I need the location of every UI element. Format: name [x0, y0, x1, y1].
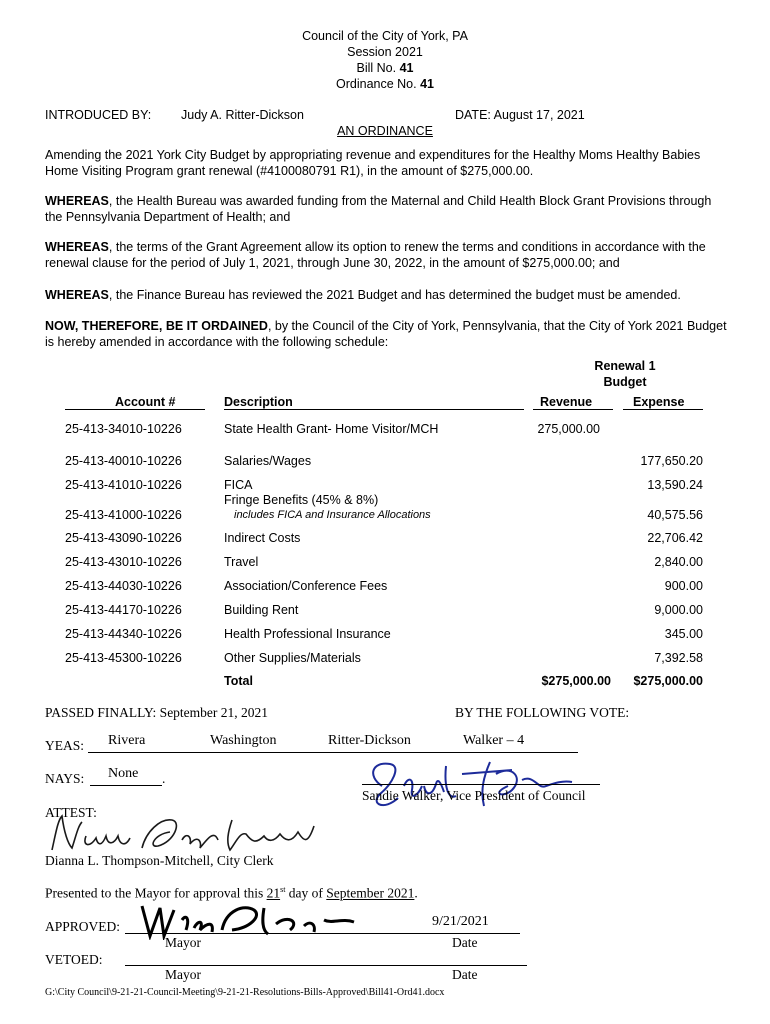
president-signature [362, 756, 602, 816]
yea-name: Rivera [108, 733, 146, 748]
table-row-revenue: 275,000.00 [537, 422, 600, 436]
yeas-label: YEAS: [45, 738, 85, 753]
table-row-account: 25-413-41010-10226 [65, 478, 182, 492]
approved-line [125, 933, 520, 934]
table-row-description: Health Professional Insurance [224, 627, 391, 641]
group-header-budget: Budget [603, 375, 647, 389]
table-row-expense: 2,840.00 [654, 555, 703, 569]
table-row-account: 25-413-40010-10226 [65, 454, 182, 468]
table-row-expense: 13,590.24 [647, 478, 703, 492]
bill-number: Bill No. 41 [356, 61, 414, 75]
table-row-account: 25-413-43010-10226 [65, 555, 182, 569]
table-row-expense: 22,706.42 [647, 531, 703, 545]
introduced-date: DATE: August 17, 2021 [455, 108, 585, 122]
nays-value: None [108, 766, 139, 781]
table-row-description: FICA [224, 478, 253, 492]
yeas-line [88, 752, 578, 753]
table-row-description: Building Rent [224, 603, 299, 617]
yea-name: Ritter-Dickson [328, 733, 411, 748]
table-row-expense: 900.00 [664, 579, 703, 593]
table-row-description: Salaries/Wages [224, 454, 312, 468]
ordinance-title: AN ORDINANCE [337, 124, 433, 138]
by-following-vote: BY THE FOLLOWING VOTE: [455, 705, 630, 720]
president-name: Sandie Walker, Vice President of Council [362, 788, 586, 803]
yea-name: Walker – 4 [463, 733, 525, 748]
introduced-by-label: INTRODUCED BY: [45, 108, 152, 122]
approved-label: APPROVED: [45, 919, 121, 934]
table-row-description: Travel [224, 555, 259, 569]
table-row-expense: 7,392.58 [654, 651, 703, 665]
col-header-revenue: Revenue [540, 395, 593, 409]
nays-label: NAYS: [45, 771, 85, 786]
yea-name: Washington [210, 733, 277, 748]
table-row-account: 25-413-45300-10226 [65, 651, 182, 665]
header-rule-revenue [533, 409, 613, 410]
table-row-account: 25-413-41000-10226 [65, 508, 182, 522]
table-row-account: 25-413-43090-10226 [65, 531, 182, 545]
col-header-description: Description [224, 395, 293, 409]
attest-label: ATTEST: [45, 805, 97, 820]
table-row-account: 25-413-44340-10226 [65, 627, 182, 641]
approved-mayor-label: Mayor [165, 935, 201, 950]
file-path: G:\City Council\9-21-21-Council-Meeting\9-21-21-Resolutions-Bills-Approved\Bill41-Ord41.docx [45, 987, 445, 998]
total-revenue: $275,000.00 [541, 674, 611, 688]
president-signature-line [362, 784, 600, 785]
vetoed-date-label: Date [452, 967, 478, 982]
table-row-expense: 9,000.00 [654, 603, 703, 617]
table-row-description: Association/Conference Fees [224, 579, 388, 593]
whereas-2: WHEREAS, the terms of the Grant Agreement allow its option to renew the terms and conditions in accordance with the renewal clause for the period of July 1, 2021, through June 30, 2022, in the amount of $275,000.00; and [45, 240, 706, 270]
table-row-description: Other Supplies/Materials [224, 651, 361, 665]
total-label: Total [224, 674, 253, 688]
vetoed-label: VETOED: [45, 952, 103, 967]
col-header-account: Account # [115, 395, 176, 409]
table-row-account: 25-413-44030-10226 [65, 579, 182, 593]
table-row-account: 25-413-44170-10226 [65, 603, 182, 617]
amending-paragraph: Amending the 2021 York City Budget by appropriating revenue and expenditures for the Healthy Moms Healthy Babies Home Visiting Program grant renewal (#4100080791 R1), in the amount of $275,000.00. [45, 148, 701, 178]
clerk-name: Dianna L. Thompson-Mitchell, City Clerk [45, 853, 274, 868]
approved-date: 9/21/2021 [432, 914, 489, 929]
ordinance-number: Ordinance No. 41 [336, 77, 434, 91]
header-rule-expense [623, 409, 703, 410]
council-heading: Council of the City of York, PA [302, 29, 468, 43]
whereas-3: WHEREAS, the Finance Bureau has reviewed the 2021 Budget and has determined the budget must be amended. [45, 288, 681, 302]
table-row-account: 25-413-34010-10226 [65, 422, 182, 436]
table-row-note: includes FICA and Insurance Allocations [234, 509, 431, 521]
table-row-expense: 40,575.56 [647, 508, 703, 522]
vetoed-line [125, 965, 527, 966]
header-rule-account [65, 409, 205, 410]
vetoed-mayor-label: Mayor [165, 967, 201, 982]
passed-finally: PASSED FINALLY: September 21, 2021 [45, 705, 269, 720]
col-header-expense: Expense [633, 395, 685, 409]
whereas-1: WHEREAS, the Health Bureau was awarded funding from the Maternal and Child Health Block Grant Provisions through the Pennsylvania Department of Health; and [45, 194, 712, 224]
presented-line: Presented to the Mayor for approval this 21st day of September 2021. [45, 885, 418, 901]
total-expense: $275,000.00 [633, 674, 703, 688]
header-rule-description [224, 409, 524, 410]
introduced-by-name: Judy A. Ritter-Dickson [181, 108, 304, 122]
nays-period: . [162, 771, 166, 786]
approved-date-label: Date [452, 935, 478, 950]
table-row-description: State Health Grant- Home Visitor/MCH [224, 422, 439, 436]
mayor-signature [128, 900, 368, 940]
table-row-expense: 345.00 [664, 627, 703, 641]
nays-line [90, 785, 162, 786]
clerk-signature [42, 812, 332, 856]
group-header-renewal: Renewal 1 [594, 359, 656, 373]
table-row-description: Fringe Benefits (45% & 8%) [224, 493, 379, 507]
table-row-description: Indirect Costs [224, 531, 301, 545]
session-heading: Session 2021 [347, 45, 423, 59]
now-therefore: NOW, THEREFORE, BE IT ORDAINED, by the Council of the City of York, Pennsylvania, that the City of York 2021 Budget is hereby amended in accordance with the following schedule: [45, 319, 727, 349]
table-row-expense: 177,650.20 [640, 454, 703, 468]
